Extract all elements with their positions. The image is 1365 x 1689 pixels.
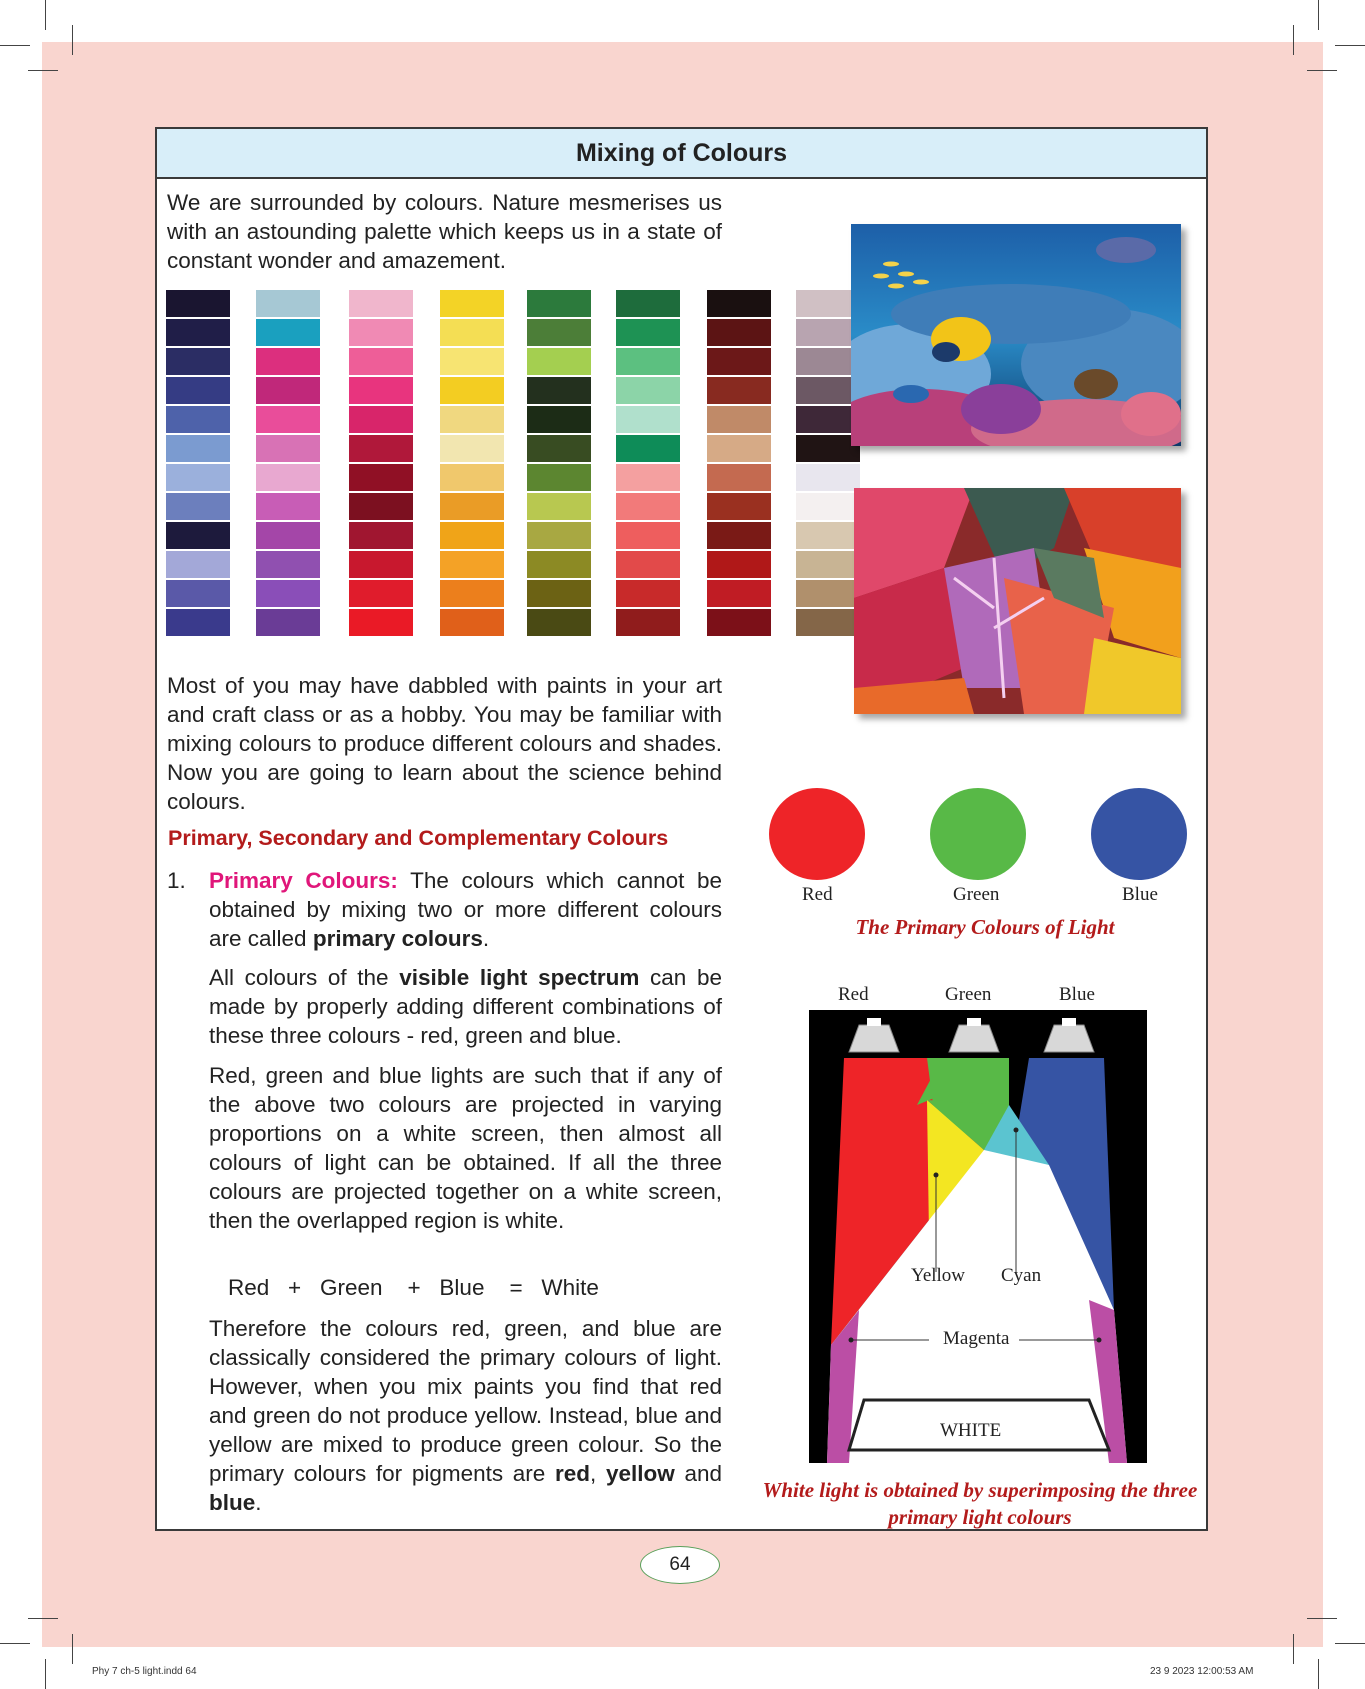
pigments-paragraph: Therefore the colours red, green, and blue are classically considered the primary colours of light. However, when you mix paints you find that red and green do not produce yellow. Instead, blue and yellow are mixed to produce green colour. So the primary colours for pigments are red, yellow and blue. — [209, 1316, 722, 1515]
colour-swatch — [166, 551, 230, 578]
blue-circle — [1091, 788, 1187, 880]
circle-label-green: Green — [953, 884, 1000, 905]
colour-swatch — [707, 377, 771, 404]
colour-swatch — [616, 435, 680, 462]
colour-swatch — [166, 348, 230, 375]
swatch-strip — [527, 290, 591, 638]
colour-swatch — [166, 377, 230, 404]
colour-swatch — [796, 464, 860, 491]
colour-swatch — [256, 609, 320, 636]
page-number: 64 — [640, 1546, 720, 1584]
colour-swatch — [527, 290, 591, 317]
colour-swatch — [349, 319, 413, 346]
colour-swatch — [616, 522, 680, 549]
colour-swatch — [616, 377, 680, 404]
colour-swatch — [616, 406, 680, 433]
colour-swatch — [440, 435, 504, 462]
colour-swatch — [707, 493, 771, 520]
colour-swatch — [440, 377, 504, 404]
colour-swatch — [349, 580, 413, 607]
crop-mark — [1318, 0, 1319, 30]
colour-swatch — [256, 493, 320, 520]
colour-swatch — [616, 348, 680, 375]
colour-swatch — [349, 493, 413, 520]
colour-swatch — [707, 609, 771, 636]
primary-colours-label: Primary Colours: — [209, 868, 398, 893]
green-circle — [930, 788, 1026, 880]
colour-swatch — [616, 609, 680, 636]
colour-swatch — [707, 290, 771, 317]
autumn-leaves-photo — [854, 488, 1181, 714]
crop-mark — [1307, 1618, 1337, 1619]
crop-mark — [28, 1618, 58, 1619]
colour-swatch — [166, 609, 230, 636]
colour-swatch — [527, 522, 591, 549]
lamp-label-blue: Blue — [1059, 984, 1095, 1005]
crop-mark — [72, 25, 73, 55]
colour-swatch — [166, 464, 230, 491]
swatch-strip — [166, 290, 230, 638]
crop-mark — [0, 1643, 30, 1644]
swatch-strip — [707, 290, 771, 638]
colour-swatch — [166, 435, 230, 462]
file-slug: Phy 7 ch-5 light.indd 64 — [92, 1666, 197, 1677]
crop-mark — [45, 0, 46, 30]
colour-swatch — [796, 493, 860, 520]
colour-swatch — [166, 406, 230, 433]
colour-swatch — [256, 319, 320, 346]
colour-swatch — [256, 406, 320, 433]
white-label: WHITE — [940, 1420, 1002, 1441]
colour-swatch — [527, 406, 591, 433]
colour-swatch — [349, 290, 413, 317]
colour-swatch — [256, 435, 320, 462]
colour-swatch — [440, 319, 504, 346]
colour-swatch — [166, 493, 230, 520]
colour-swatch — [440, 406, 504, 433]
colour-swatch — [166, 319, 230, 346]
yellow-label: Yellow — [911, 1265, 966, 1286]
crop-mark — [1318, 1659, 1319, 1689]
colour-swatch — [440, 464, 504, 491]
red-circle — [769, 788, 865, 880]
colour-swatch — [796, 522, 860, 549]
crop-mark — [1307, 70, 1337, 71]
primary-colours-definition: Primary Colours: The colours which cannot be obtained by mixing two or more different colours are called primary colours. — [209, 868, 722, 951]
primary-colours-caption: The Primary Colours of Light — [855, 915, 1115, 939]
colour-swatch — [256, 348, 320, 375]
light-diagram-caption: White light is obtained by superimposing the three primary light colours — [762, 1478, 1198, 1529]
list-number: 1. — [167, 868, 186, 893]
colour-swatch — [616, 290, 680, 317]
colour-swatch — [349, 464, 413, 491]
colour-swatch — [527, 609, 591, 636]
colour-swatch — [796, 609, 860, 636]
colour-swatch — [616, 580, 680, 607]
colour-swatch — [166, 580, 230, 607]
colour-swatch — [707, 580, 771, 607]
colour-swatch — [527, 464, 591, 491]
colour-swatch — [707, 551, 771, 578]
colour-swatch — [707, 348, 771, 375]
colour-swatch — [796, 580, 860, 607]
colour-swatch — [527, 551, 591, 578]
swatch-strip — [256, 290, 320, 638]
crop-mark — [1293, 25, 1294, 55]
swatch-strip — [440, 290, 504, 638]
colour-swatch — [440, 522, 504, 549]
coral-reef-photo — [851, 224, 1181, 446]
colour-swatch — [349, 435, 413, 462]
cyan-label: Cyan — [1001, 1265, 1042, 1286]
date-slug: 23 9 2023 12:00:53 AM — [1150, 1666, 1254, 1677]
colour-swatch — [349, 522, 413, 549]
visible-spectrum-paragraph: All colours of the visible light spectrum can be made by properly adding different combinations of these three colours - red, green and blue. — [209, 965, 722, 1048]
crop-mark — [0, 45, 30, 46]
intro-paragraph: We are surrounded by colours. Nature mesmerises us with an astounding palette which keeps us in a state of constant wonder and amazement. — [167, 190, 722, 273]
colour-swatch — [527, 348, 591, 375]
colour-swatch — [796, 551, 860, 578]
swatch-strip — [616, 290, 680, 638]
colour-swatch — [707, 319, 771, 346]
colour-swatch — [349, 551, 413, 578]
colour-swatch — [349, 348, 413, 375]
colour-swatch — [349, 609, 413, 636]
lamp-label-red: Red — [838, 984, 869, 1005]
colour-swatch — [616, 464, 680, 491]
colour-swatch — [440, 290, 504, 317]
colour-swatch — [707, 464, 771, 491]
colour-swatch — [707, 406, 771, 433]
colour-swatch — [256, 464, 320, 491]
colour-swatch — [527, 319, 591, 346]
colour-swatch — [616, 493, 680, 520]
circle-label-blue: Blue — [1122, 884, 1158, 905]
lights-paragraph: Red, green and blue lights are such that if any of the above two colours are projected in varying proportions on a white screen, then almost all colours of light can be obtained. If all the three colours are projected together on a white screen, then the overlapped region is white. — [209, 1063, 722, 1233]
crop-mark — [1335, 45, 1365, 46]
crop-mark — [45, 1659, 46, 1689]
colour-swatch — [440, 493, 504, 520]
colour-swatch — [707, 435, 771, 462]
colour-swatch — [616, 319, 680, 346]
colour-swatch — [527, 377, 591, 404]
colour-swatch — [256, 290, 320, 317]
colour-swatch — [707, 522, 771, 549]
colour-swatch — [616, 551, 680, 578]
colour-swatch — [166, 522, 230, 549]
colour-swatch — [256, 522, 320, 549]
section-subheading: Primary, Secondary and Complementary Colours — [168, 826, 669, 850]
circle-label-red: Red — [802, 884, 833, 905]
crop-mark — [1293, 1634, 1294, 1664]
colour-swatch — [349, 406, 413, 433]
swatch-strip — [349, 290, 413, 638]
colour-swatch — [440, 348, 504, 375]
colour-swatch — [440, 609, 504, 636]
colour-swatch — [440, 580, 504, 607]
primary-colour-circles — [765, 786, 1195, 886]
colour-equation: Red + Green + Blue = White — [228, 1275, 599, 1300]
light-mixing-diagram — [809, 1010, 1147, 1463]
colour-swatch — [527, 580, 591, 607]
colour-swatch — [166, 290, 230, 317]
magenta-label: Magenta — [943, 1328, 1010, 1349]
colour-swatch — [440, 551, 504, 578]
colour-swatch — [256, 580, 320, 607]
colour-swatch — [527, 435, 591, 462]
colour-swatch — [349, 377, 413, 404]
colour-swatch — [256, 377, 320, 404]
paints-paragraph: Most of you may have dabbled with paints in your art and craft class or as a hobby. You may be familiar with mixing colours to produce different colours and shades. Now you are going to learn about the science behind colours. — [167, 673, 722, 814]
lamp-label-green: Green — [945, 984, 992, 1005]
page-title: Mixing of Colours — [157, 129, 1206, 179]
crop-mark — [72, 1634, 73, 1664]
crop-mark — [1335, 1643, 1365, 1644]
colour-swatch — [256, 551, 320, 578]
colour-swatch — [527, 493, 591, 520]
crop-mark — [28, 70, 58, 71]
